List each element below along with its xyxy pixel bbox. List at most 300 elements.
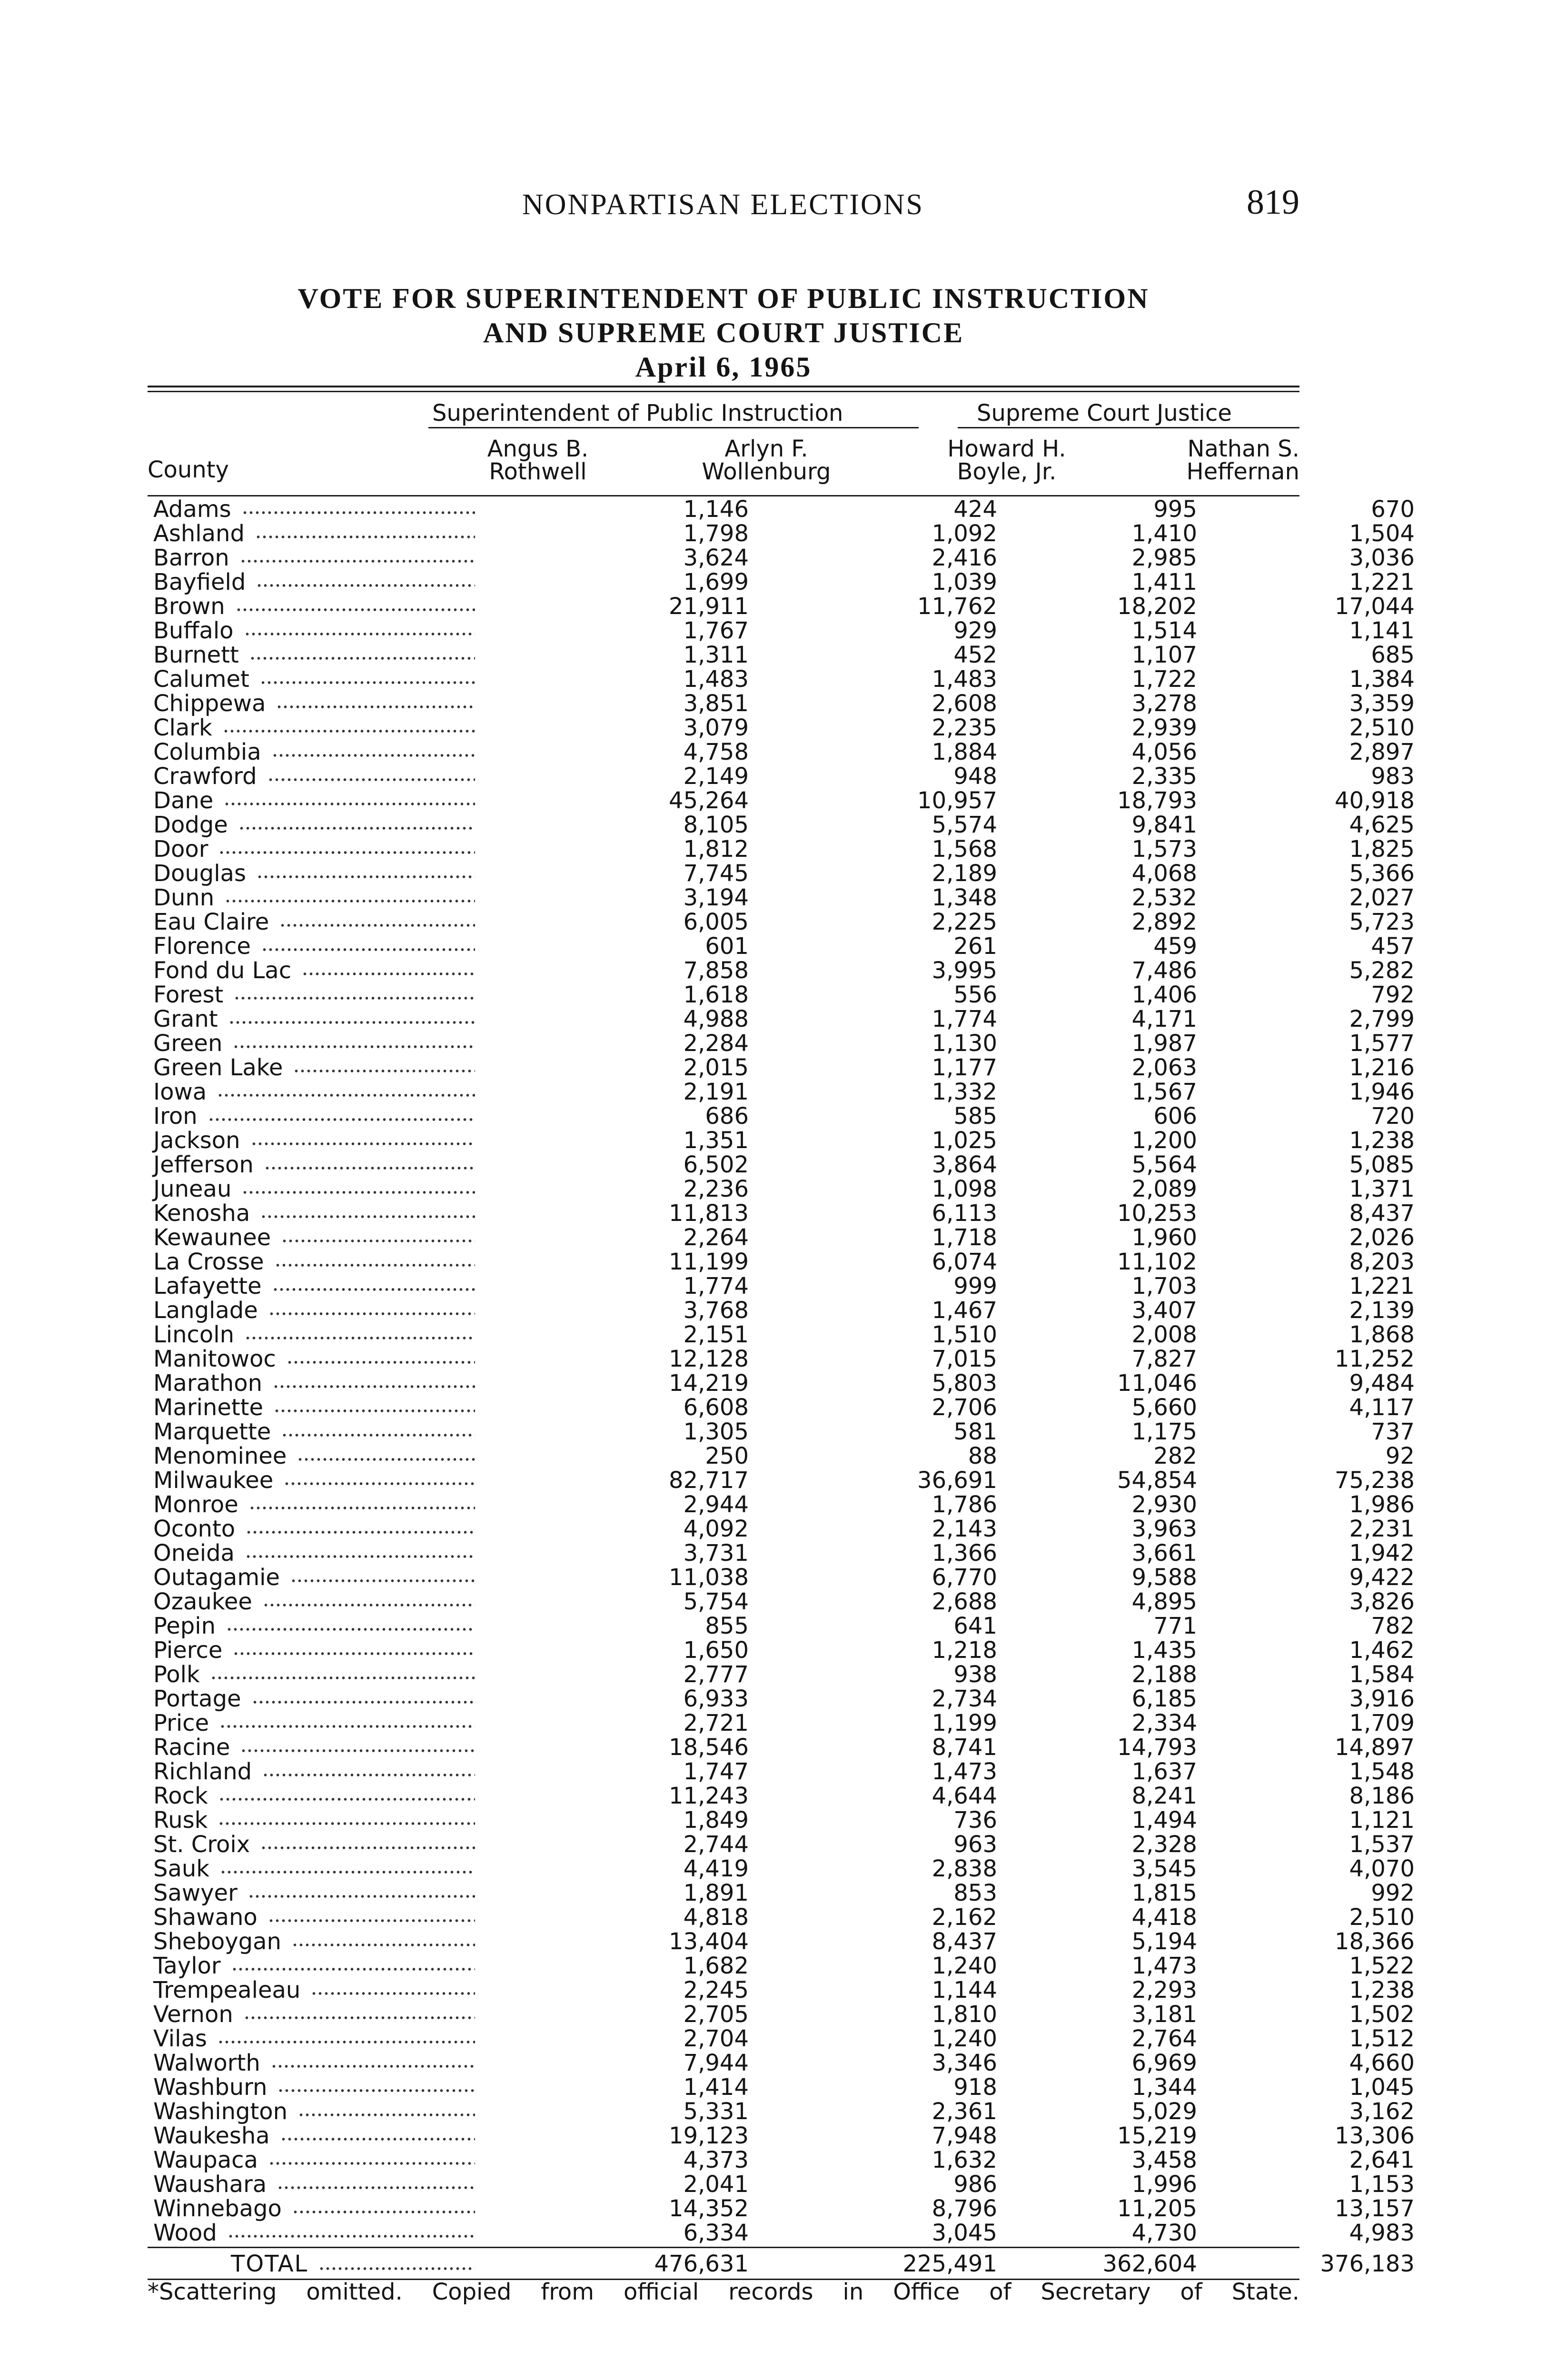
county-name: Douglas [153, 862, 246, 886]
dot-leader [240, 558, 475, 564]
votes-wollenburg: 1,240 [932, 2027, 997, 2051]
table-row [148, 1638, 1415, 1663]
votes-wollenburg: 424 [953, 497, 997, 522]
candidate-boyle-last: Boyle, Jr. [957, 458, 1057, 485]
county-cell [148, 716, 481, 740]
votes-heffernan: 4,625 [1349, 813, 1415, 837]
county-name: Eau Claire [153, 910, 269, 934]
votes-rothwell: 19,123 [669, 2124, 749, 2148]
votes-wollenburg: 3,995 [932, 959, 997, 983]
votes-rothwell: 2,041 [683, 2172, 749, 2197]
dot-leader [210, 1675, 475, 1681]
dot-leader [252, 1699, 475, 1705]
votes-rothwell: 1,618 [683, 983, 749, 1007]
votes-rothwell: 1,483 [683, 667, 749, 692]
county-cell [148, 2172, 481, 2197]
votes-boyle: 1,514 [1131, 619, 1197, 643]
county-name: Dane [153, 789, 214, 813]
votes-rothwell: 4,419 [683, 1857, 749, 1881]
table-row [148, 595, 1415, 619]
table-row [148, 1954, 1415, 1978]
votes-heffernan: 3,916 [1349, 1687, 1415, 1711]
votes-heffernan: 2,231 [1349, 1517, 1415, 1541]
dot-leader [268, 1918, 475, 1924]
votes-heffernan: 9,422 [1349, 1566, 1415, 1590]
county-cell [148, 1444, 481, 1468]
dot-leader [245, 1554, 475, 1559]
running-head: NONPARTISAN ELECTIONS [522, 188, 924, 221]
votes-boyle: 4,068 [1131, 862, 1197, 886]
votes-boyle: 10,253 [1117, 1201, 1197, 1226]
county-name: Door [153, 837, 208, 862]
table-row [148, 764, 1415, 789]
votes-boyle: 7,486 [1131, 959, 1197, 983]
table-row [148, 1711, 1415, 1735]
county-name: Florence [153, 934, 251, 959]
votes-heffernan: 1,946 [1349, 1080, 1415, 1104]
votes-heffernan: 792 [1371, 983, 1415, 1007]
votes-wollenburg: 948 [953, 764, 997, 789]
votes-boyle: 1,722 [1131, 667, 1197, 692]
votes-rothwell: 2,015 [683, 1056, 749, 1080]
dot-leader [226, 1626, 475, 1632]
county-cell [148, 1978, 481, 2003]
votes-rothwell: 18,546 [669, 1735, 749, 1760]
votes-heffernan: 8,437 [1349, 1201, 1415, 1226]
votes-wollenburg: 2,608 [932, 692, 997, 716]
votes-rothwell: 3,731 [683, 1541, 749, 1566]
county-name: Marathon [153, 1371, 263, 1396]
dot-leader [249, 1505, 475, 1511]
county-name: Outagamie [153, 1566, 280, 1590]
county-name: Pierce [153, 1638, 223, 1663]
votes-rothwell: 11,813 [669, 1201, 749, 1226]
county-cell [148, 1420, 481, 1444]
dot-leader [280, 2136, 475, 2142]
county-cell [148, 934, 481, 959]
county-name: Dodge [153, 813, 228, 837]
county-name: Ashland [153, 522, 245, 546]
header-bottom-rule [148, 495, 1299, 496]
total-top-rule [148, 2247, 1299, 2248]
votes-rothwell: 3,768 [683, 1299, 749, 1323]
votes-rothwell: 7,745 [683, 862, 749, 886]
votes-boyle: 1,987 [1131, 1031, 1197, 1056]
county-cell [148, 1711, 481, 1735]
votes-boyle: 3,963 [1131, 1517, 1197, 1541]
table-row [148, 1031, 1415, 1056]
county-name: Iron [153, 1104, 198, 1129]
county-name: Racine [153, 1735, 230, 1760]
votes-wollenburg: 2,235 [932, 716, 997, 740]
county-cell [148, 2075, 481, 2100]
county-name: Calumet [153, 667, 249, 692]
table-row [148, 2027, 1415, 2051]
table-row [148, 2051, 1415, 2075]
votes-rothwell: 2,191 [683, 1080, 749, 1104]
table-row [148, 2124, 1415, 2148]
votes-boyle: 11,046 [1117, 1371, 1197, 1396]
votes-boyle: 2,532 [1131, 886, 1197, 910]
votes-heffernan: 40,918 [1335, 789, 1415, 813]
votes-rothwell: 1,849 [683, 1808, 749, 1833]
votes-rothwell: 1,767 [683, 619, 749, 643]
votes-heffernan: 1,584 [1349, 1663, 1415, 1687]
county-cell [148, 862, 481, 886]
dot-leader [271, 2063, 475, 2069]
votes-boyle: 1,567 [1131, 1080, 1197, 1104]
total-rothwell: 476,631 [654, 2251, 749, 2277]
votes-wollenburg: 1,810 [932, 2003, 997, 2027]
county-name: Grant [153, 1007, 218, 1031]
votes-heffernan: 2,641 [1349, 2148, 1415, 2172]
votes-rothwell: 6,502 [683, 1153, 749, 1177]
table-row [148, 546, 1415, 570]
votes-wollenburg: 5,803 [932, 1371, 997, 1396]
votes-heffernan: 1,825 [1349, 837, 1415, 862]
table-row [148, 1517, 1415, 1541]
county-name: Langlade [153, 1299, 258, 1323]
votes-rothwell: 6,334 [683, 2221, 749, 2245]
votes-rothwell: 1,650 [683, 1638, 749, 1663]
county-name: Oneida [153, 1541, 235, 1566]
votes-rothwell: 2,264 [683, 1226, 749, 1250]
votes-rothwell: 2,245 [683, 1978, 749, 2003]
table-row [148, 1905, 1415, 1930]
votes-wollenburg: 2,143 [932, 1517, 997, 1541]
county-name: Chippewa [153, 692, 266, 716]
county-name: Crawford [153, 764, 257, 789]
table-row [148, 2172, 1415, 2197]
county-cell [148, 1177, 481, 1201]
table-row [148, 2148, 1415, 2172]
county-cell [148, 983, 481, 1007]
county-cell [148, 1566, 481, 1590]
county-cell [148, 813, 481, 837]
county-cell [148, 1080, 481, 1104]
votes-wollenburg: 581 [953, 1420, 997, 1444]
votes-boyle: 1,637 [1131, 1760, 1197, 1784]
dot-leader [256, 583, 475, 588]
votes-rothwell: 12,128 [669, 1347, 749, 1371]
votes-boyle: 1,107 [1131, 643, 1197, 667]
footnote: *Scattering omitted. Copied from official records in Office of Secretary of State. [148, 2279, 1299, 2305]
county-cell [148, 764, 481, 789]
dot-leader [279, 922, 475, 928]
dot-leader [242, 510, 475, 516]
county-name: Oconto [153, 1517, 236, 1541]
votes-boyle: 2,008 [1131, 1323, 1197, 1347]
county-cell [148, 1129, 481, 1153]
votes-wollenburg: 963 [953, 1833, 997, 1857]
total-label: TOTAL [231, 2251, 308, 2277]
votes-heffernan: 5,366 [1349, 862, 1415, 886]
dot-leader [238, 825, 475, 831]
dot-leader [318, 2266, 475, 2271]
table-row [148, 1226, 1415, 1250]
votes-wollenburg: 2,189 [932, 862, 997, 886]
county-cell [148, 1153, 481, 1177]
county-cell [148, 522, 481, 546]
total-row [148, 2250, 1415, 2278]
table-row [148, 740, 1415, 764]
vote-table-body [148, 497, 1415, 2245]
county-cell [148, 1614, 481, 1638]
table-row [148, 1614, 1415, 1638]
county-name: Barron [153, 546, 229, 570]
votes-boyle: 1,703 [1131, 1274, 1197, 1299]
votes-wollenburg: 1,199 [932, 1711, 997, 1735]
dot-leader [281, 1432, 475, 1438]
county-name: Dunn [153, 886, 215, 910]
votes-heffernan: 2,510 [1349, 716, 1415, 740]
votes-wollenburg: 7,948 [932, 2124, 997, 2148]
table-row [148, 837, 1415, 862]
votes-rothwell: 4,758 [683, 740, 749, 764]
votes-boyle: 6,969 [1131, 2051, 1197, 2075]
votes-rothwell: 2,721 [683, 1711, 749, 1735]
table-row [148, 1881, 1415, 1905]
votes-wollenburg: 4,644 [932, 1784, 997, 1808]
votes-wollenburg: 1,473 [932, 1760, 997, 1784]
votes-rothwell: 2,236 [683, 1177, 749, 1201]
dot-leader [257, 874, 475, 880]
dot-leader [248, 1894, 475, 1899]
votes-wollenburg: 1,884 [932, 740, 997, 764]
county-cell [148, 1663, 481, 1687]
county-cell [148, 1833, 481, 1857]
votes-wollenburg: 1,483 [932, 667, 997, 692]
table-row [148, 959, 1415, 983]
county-cell [148, 2148, 481, 2172]
candidate-rothwell-first: Angus B. [487, 436, 589, 462]
votes-heffernan: 1,986 [1349, 1493, 1415, 1517]
county-cell [148, 667, 481, 692]
votes-boyle: 4,895 [1131, 1590, 1197, 1614]
dot-leader [268, 2161, 475, 2166]
county-cell [148, 1347, 481, 1371]
votes-boyle: 1,996 [1131, 2172, 1197, 2197]
dot-leader [218, 1796, 475, 1802]
votes-rothwell: 14,352 [669, 2197, 749, 2221]
votes-wollenburg: 1,039 [932, 570, 997, 595]
votes-wollenburg: 1,025 [932, 1129, 997, 1153]
votes-heffernan: 92 [1385, 1444, 1415, 1468]
votes-wollenburg: 1,177 [932, 1056, 997, 1080]
votes-heffernan: 1,942 [1349, 1541, 1415, 1566]
votes-boyle: 1,175 [1131, 1420, 1197, 1444]
dot-leader [311, 1991, 475, 1996]
dot-leader [255, 534, 475, 540]
table-row [148, 1978, 1415, 2003]
table-row [148, 934, 1415, 959]
dot-leader [220, 1869, 475, 1875]
votes-wollenburg: 2,706 [932, 1396, 997, 1420]
votes-boyle: 2,939 [1131, 716, 1197, 740]
votes-rothwell: 1,699 [683, 570, 749, 595]
column-header-county: County [148, 456, 229, 483]
votes-boyle: 1,815 [1131, 1881, 1197, 1905]
votes-wollenburg: 1,218 [932, 1638, 997, 1663]
votes-boyle: 6,185 [1131, 1687, 1197, 1711]
votes-heffernan: 2,139 [1349, 1299, 1415, 1323]
county-name: Walworth [153, 2051, 260, 2075]
votes-wollenburg: 736 [953, 1808, 997, 1833]
table-row [148, 1323, 1415, 1347]
table-row [148, 789, 1415, 813]
votes-heffernan: 4,070 [1349, 1857, 1415, 1881]
votes-boyle: 1,406 [1131, 983, 1197, 1007]
votes-boyle: 771 [1153, 1614, 1197, 1638]
dot-leader [228, 1020, 475, 1025]
county-name: Kewaunee [153, 1226, 271, 1250]
votes-wollenburg: 1,098 [932, 1177, 997, 1201]
votes-wollenburg: 556 [953, 983, 997, 1007]
county-cell [148, 1031, 481, 1056]
votes-heffernan: 2,510 [1349, 1905, 1415, 1930]
votes-boyle: 5,194 [1131, 1930, 1197, 1954]
votes-wollenburg: 1,467 [932, 1299, 997, 1323]
votes-wollenburg: 11,762 [917, 595, 997, 619]
votes-heffernan: 670 [1371, 497, 1415, 522]
county-name: Washburn [153, 2075, 268, 2100]
county-name: Portage [153, 1687, 241, 1711]
county-cell [148, 1638, 481, 1663]
dot-leader [290, 1578, 475, 1584]
votes-wollenburg: 6,113 [932, 1201, 997, 1226]
table-row [148, 1274, 1415, 1299]
table-row [148, 886, 1415, 910]
county-cell [148, 2027, 481, 2051]
votes-boyle: 995 [1153, 497, 1197, 522]
votes-boyle: 1,200 [1131, 1129, 1197, 1153]
votes-wollenburg: 5,574 [932, 813, 997, 837]
votes-heffernan: 1,512 [1349, 2027, 1415, 2051]
county-cell [148, 1323, 481, 1347]
table-row [148, 1857, 1415, 1881]
dot-leader [240, 1748, 475, 1754]
table-row [148, 1056, 1415, 1080]
title-line-2: AND SUPREME COURT JUSTICE [483, 317, 964, 348]
county-name: Milwaukee [153, 1468, 274, 1493]
table-row [148, 522, 1415, 546]
votes-boyle: 2,188 [1131, 1663, 1197, 1687]
votes-heffernan: 1,371 [1349, 1177, 1415, 1201]
votes-boyle: 3,661 [1131, 1541, 1197, 1566]
votes-boyle: 282 [1153, 1444, 1197, 1468]
group-header-supreme-court: Supreme Court Justice [977, 400, 1232, 426]
table-row [148, 1371, 1415, 1396]
county-name: St. Croix [153, 1833, 250, 1857]
votes-heffernan: 14,897 [1335, 1735, 1415, 1760]
dot-leader [277, 2088, 475, 2093]
votes-boyle: 2,063 [1131, 1056, 1197, 1080]
candidate-boyle-first: Howard H. [947, 436, 1066, 462]
votes-rothwell: 21,911 [669, 595, 749, 619]
table-row [148, 1833, 1415, 1857]
table-row [148, 1566, 1415, 1590]
county-name: Marinette [153, 1396, 264, 1420]
county-cell [148, 1930, 481, 1954]
votes-wollenburg: 2,688 [932, 1590, 997, 1614]
table-row [148, 1735, 1415, 1760]
dot-leader [268, 1311, 475, 1317]
votes-rothwell: 1,812 [683, 837, 749, 862]
votes-boyle: 1,573 [1131, 837, 1197, 862]
county-cell [148, 1104, 481, 1129]
votes-heffernan: 5,723 [1349, 910, 1415, 934]
table-row [148, 1129, 1415, 1153]
county-cell [148, 959, 481, 983]
votes-rothwell: 1,351 [683, 1129, 749, 1153]
votes-heffernan: 983 [1371, 764, 1415, 789]
candidate-heffernan-first: Nathan S. [1187, 436, 1299, 462]
county-name: Bayfield [153, 570, 246, 595]
table-row [148, 1784, 1415, 1808]
votes-boyle: 5,564 [1131, 1153, 1197, 1177]
votes-heffernan: 13,306 [1335, 2124, 1415, 2148]
county-name: Sauk [153, 1857, 210, 1881]
votes-rothwell: 1,798 [683, 522, 749, 546]
votes-heffernan: 4,983 [1349, 2221, 1415, 2245]
votes-heffernan: 1,709 [1349, 1711, 1415, 1735]
votes-wollenburg: 2,225 [932, 910, 997, 934]
votes-rothwell: 6,933 [683, 1687, 749, 1711]
votes-wollenburg: 3,864 [932, 1153, 997, 1177]
table-row [148, 1177, 1415, 1201]
votes-heffernan: 11,252 [1335, 1347, 1415, 1371]
votes-rothwell: 82,717 [669, 1468, 749, 1493]
county-name: Burnett [153, 643, 239, 667]
county-name: Rock [153, 1784, 208, 1808]
dot-leader [298, 2112, 475, 2118]
votes-boyle: 3,407 [1131, 1299, 1197, 1323]
votes-wollenburg: 1,348 [932, 886, 997, 910]
votes-rothwell: 6,608 [683, 1396, 749, 1420]
table-row [148, 1541, 1415, 1566]
votes-heffernan: 1,216 [1349, 1056, 1415, 1080]
title-line-1: VOTE FOR SUPERINTENDENT OF PUBLIC INSTRUCTION [297, 283, 1150, 314]
votes-wollenburg: 2,361 [932, 2100, 997, 2124]
county-name: Waushara [153, 2172, 267, 2197]
dot-leader [242, 1190, 475, 1195]
table-row [148, 2100, 1415, 2124]
votes-wollenburg: 1,568 [932, 837, 997, 862]
table-row [148, 1007, 1415, 1031]
votes-boyle: 4,171 [1131, 1007, 1197, 1031]
votes-heffernan: 2,027 [1349, 886, 1415, 910]
votes-heffernan: 1,502 [1349, 2003, 1415, 2027]
table-row [148, 910, 1415, 934]
table-row [148, 1663, 1415, 1687]
county-name: Lincoln [153, 1323, 235, 1347]
total-heffernan: 376,183 [1320, 2251, 1415, 2277]
dot-leader [284, 1481, 475, 1487]
county-name: Monroe [153, 1493, 238, 1517]
county-name: Green Lake [153, 1056, 283, 1080]
table-row [148, 1420, 1415, 1444]
votes-rothwell: 6,005 [683, 910, 749, 934]
votes-heffernan: 782 [1371, 1614, 1415, 1638]
votes-rothwell: 855 [705, 1614, 749, 1638]
votes-wollenburg: 2,734 [932, 1687, 997, 1711]
votes-rothwell: 11,199 [669, 1250, 749, 1274]
votes-boyle: 54,854 [1117, 1468, 1197, 1493]
votes-heffernan: 2,897 [1349, 740, 1415, 764]
county-cell [148, 1857, 481, 1881]
votes-boyle: 18,793 [1117, 789, 1197, 813]
votes-heffernan: 1,238 [1349, 1129, 1415, 1153]
